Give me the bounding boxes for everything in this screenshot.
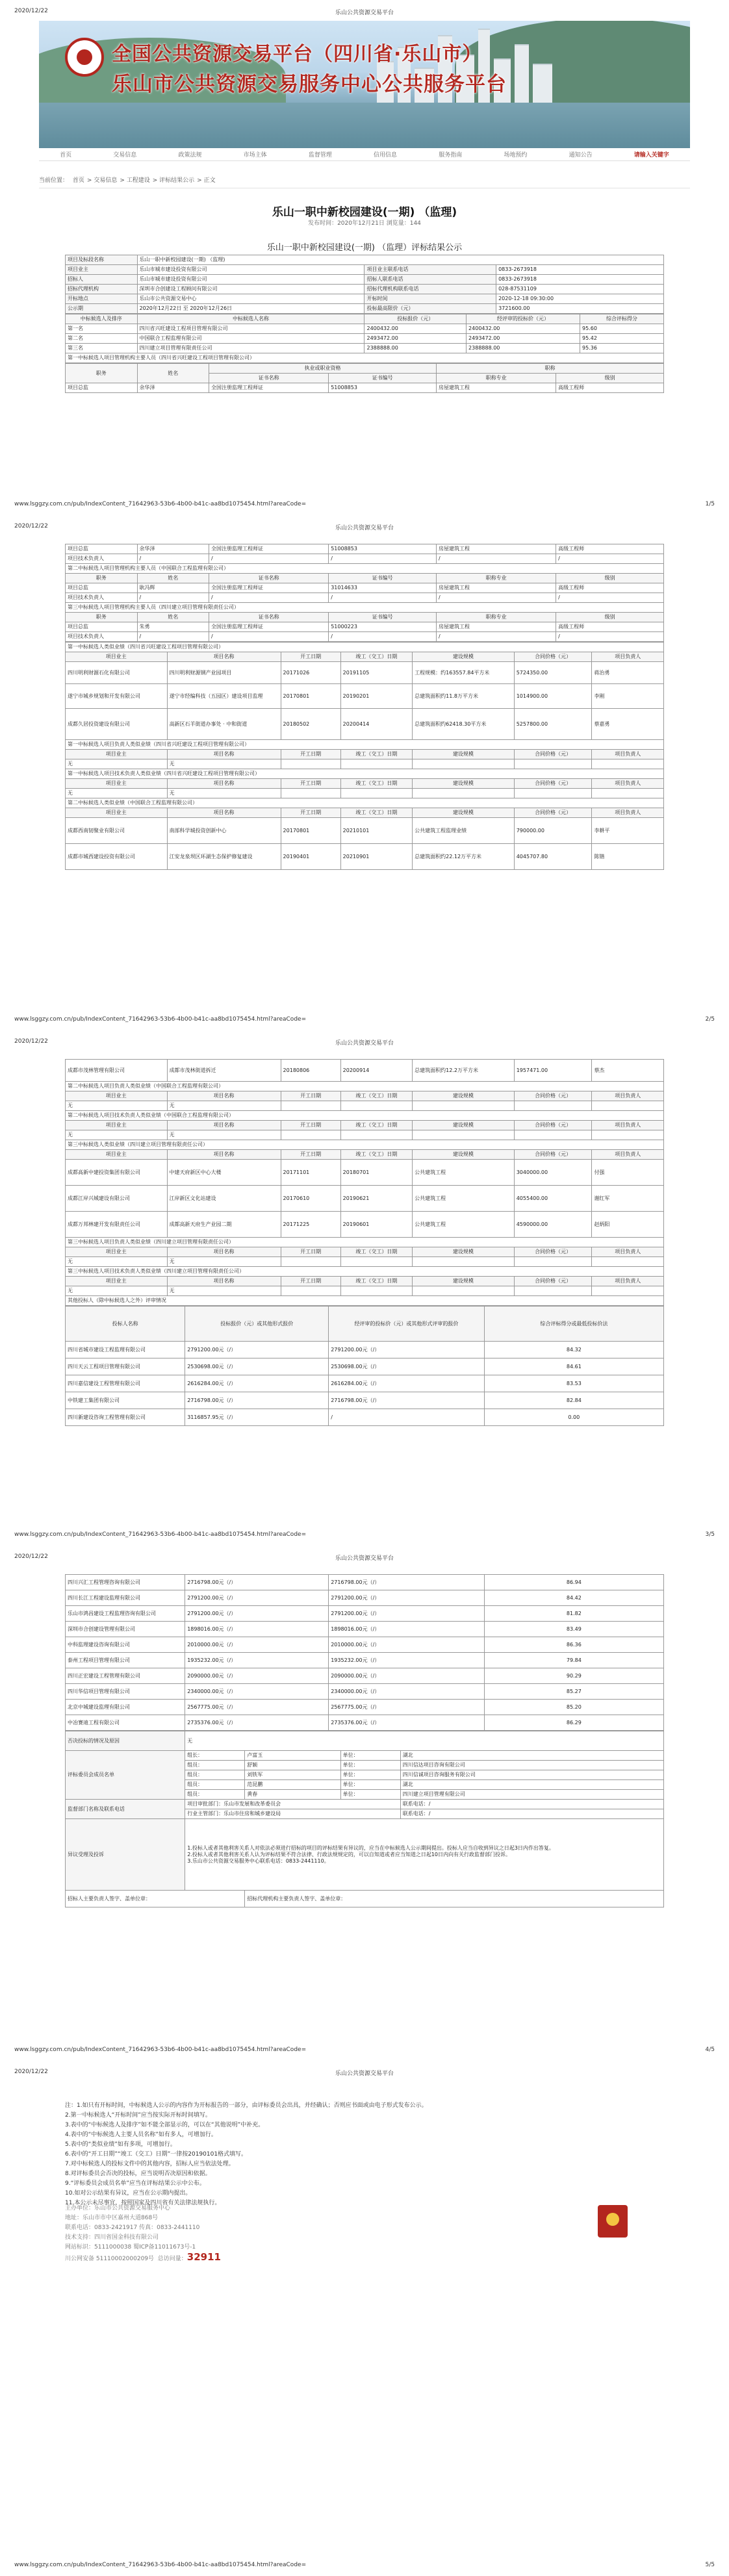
table-row: 成都市城西建设投资有限公司 江安龙泉坝区环湖生态保护修复建设 20190401 20210901 总建筑面积约22.12万平方米 4045707.80 陈锴 (66, 844, 664, 870)
table-row: 四川省城市建设工程监理有限公司 2791200.00元（/） 2791200.00元（/） 84.32 (66, 1342, 664, 1358)
table-row: 成都江岸兴城建设有限公司 江岸新区文化站建设 20170610 20190621 公共建筑工程 4055400.00 谢红军 (66, 1186, 664, 1212)
table-row: 成都市茂林管理有限公司 成都市茂林街道拆迁 20180806 20200914 总建筑面积约12.2万平方米 1957471.00 蔡杰 (66, 1060, 664, 1082)
performance-table: 第一中标候选人类似业绩（四川省兴旺建设工程项目管理有限公司） 项目业主 项目名称 开工日期 竣工（交工）日期 建设规模 合同价格（元） 项目负责人 四川明利财源石化有限公司 四川明利财源钢产业园项目 20171026 20191105 工程规模：约163557.84平方米 5724350.00 蒋治勇 遂宁市城乡规划和开发有限公司 遂宁市经编科技（五园区）建设项目监理 20170801 20190201 总建筑面积约11.8万平方米 1014900.00 李刚 成都久居投资建设有限公司 高新区石羊街道办事处 · 中和街道 20180502 20200414 总建筑面积约62418.30平方米 5257800.00 蔡嘉勇 第一中标候选人项目负责人类似业绩（四川省兴旺建设工程项目管理有限公司） 项目业主 项目名称 开工日期 竣工（交工）日期 建设规模 合同价格（元） 项目负责人 无 无 第一中标候选人项目技术负责人类似业绩（四川省兴旺建设工程项目管理有限公司） 项目业主 项目名称 开工日期 竣工（交工）日期 建设规模 合同价格（元） 项目负责人 无 无 第二中标候选人类似业绩（中国联合工程监理有限公司） 项目业主 项目名称 开工日期 竣工（交工）日期 建设规模 合同价格（元） 项目负责人 成都西南韧聚业有限公司 南部科学城投资创新中心 20170801 20210101 公共建筑工程监理业绩 790000.00 李耕平 成都市城西建设投资有限公司 江安龙泉坝区环湖生态保护修复建设 20190401 20210901 总建筑面积约22.12万平方米 4045707.80 陈锴 (65, 642, 664, 870)
table-row: 项目总监 朱勇 全国注册监理工程师证 51000223 房屋建筑工程 高级工程师 (66, 622, 664, 632)
print-date: 2020/12/22 (14, 8, 48, 14)
breadcrumb-link[interactable]: 交易信息 (94, 177, 118, 184)
table-row: 北京中城建设监理有限公司 2567775.00元（/） 2567775.00元（/） 85.20 (66, 1700, 664, 1715)
print-title: 乐山公共资源交易平台 (335, 10, 394, 16)
table-row: 四川正宏建设工程管理有限公司 2090000.00元（/） 2090000.00元（/） 90.29 (66, 1668, 664, 1684)
table-row: 项目总监 耿冯辉 全国注册监理工程师证 31014633 房屋建筑工程 高级工程师 (66, 583, 664, 593)
result-table-wrap (65, 255, 664, 482)
print-url[interactable]: www.lsggzy.com.cn/pub/IndexContent_71642963-53b6-4b00-b41c-aa8bd1075454.html?areaCode= (14, 501, 307, 507)
pdf-page-2: 2020/12/22 乐山公共资源交易平台 项目总监 余华泽 全国注册监理工程师证 51008853 房屋建筑工程 高级工程师 项目技术负责人 / / / / / 第二中标候选人项目管理机构主要人员（中国联合工程监理有限公司） 职务 姓名 证书名称 证书编号 职称专业 级别 项目总监 耿冯辉 全国注册监理工程师证 31014633 房屋建筑工程 高级工程师 项目技术负责人 / / / / / 第三中标候选人项目管理机构主要人员（四川建立项目管理有限责任公司） 职务 姓名 证书名称 证书编号 职称专业 级别 项目总监 朱勇 全国注册监理工程师证 51000223 房屋建筑工程 高级工程师 项目技术负责人 / / / / / 第一中标候选人类似业绩（四川省兴旺建设工程项目管理有限公司） 项目业主 项目名称 开工日期 竣工（交工）日期 建设规模 合同价格（元） 项目负责人 四川明利财源石化有限公司 四川明利财源钢产业园项目 20171026 20191105 工程规模：约163557.84平方米 5724350.00 蒋治勇 遂宁市城乡规划和开发有限公司 遂宁市经编科技（五园区）建设项目监理 20170801 20190201 总建筑面积约11.8万平方米 1014900.00 李刚 成都久居投资建设有限公司 高新区石羊街道办事处 · 中和街道 20180502 20200414 总建筑面积约62418.30平方米 5257800.00 蔡嘉勇 第一中标候选人项目负责人类似业绩（四川省兴旺建设工程项目管理有限公司） 项目业主 项目名称 开工日期 竣工（交工）日期 建设规模 合同价格（元） 项目负责人 无 无 第一中标候选人项目技术负责人类似业绩（四川省兴旺建设工程项目管理有限公司） 项目业主 项目名称 开工日期 竣工（交工）日期 建设规模 合同价格（元） 项目负责人 无 无 第二中标候选人类似业绩（中国联合工程监理有限公司） 项目业主 项目名称 开工日期 竣工（交工）日期 建设规模 合同价格（元） 项目负责人 成都西南韧聚业有限公司 南部科学城投资创新中心 20170801 20210101 公共建筑工程监理业绩 790000.00 李耕平 成都市城西建设投资有限公司 江安龙泉坝区环湖生态保护修复建设 20190401 20210901 总建筑面积约22.12万平方米 4045707.80 陈锴 www.lsggzy.com.cn/pub/IndexContent_71642963-53b6-4b00-b41c-aa8bd1075454.html?areaCode= 2/5 (0, 515, 729, 1030)
page2-content (65, 544, 664, 999)
table-row: 成都久居投资建设有限公司 高新区石羊街道办事处 · 中和街道 20180502 20200414 总建筑面积约62418.30平方米 5257800.00 蔡嘉勇 (66, 709, 664, 740)
table-row: 四川新建设咨询工程管理有限公司 3116857.95元（/） / 0.00 (66, 1409, 664, 1426)
notes-section: 注：1.如只有开标时间，中标候选人公示的内容作为开标报告的一部分，由评标委员会出具，并经确认；否则应书面或由电子形式发布公示。 2.第一中标候选人“开标时间”应当按实际开标时间填写。 3.表中的“中标候选人及排序”如不能全部显示的，可以在“其他说明”中补充。 4.表中的“中标候选人主要人员名称”如有多人，可增加行。 5.表中的“类似业绩”如有多项，可增加行。 6.表中的“开工日期”“竣工（交工）日期”一律按20190101格式填写。 7.对中标候选人的投标文件中的其他内容，招标人应当依法处理。 8.对评标委员会否决的投标，应当说明否决原因和依据。 9.“评标委员会成员名单”应当在评标结果公示中公布。 10.如对公示结果有异议，应当在公示期内提出。 11.本公示未尽事宜，按照国家及四川省有关法律法规执行。 (65, 2102, 428, 2206)
table-row: 成都高新中建投资集团有限公司 中建天府新区中心大楼 20171101 20180701 公共建筑工程 3040000.00 付强 (66, 1160, 664, 1186)
table-row: 中冶赛迪工程有限公司 2735376.00元（/） 2735376.00元（/） 86.29 (66, 1715, 664, 1731)
table-row: 第三名 四川建立项目管理有限责任公司 2388888.00 2388888.00 95.36 (66, 344, 664, 353)
table-row: 四川嘉信建设工程管理有限公司 2616284.00元（/） 2616284.00元（/） 83.53 (66, 1375, 664, 1392)
other-bidders-table (65, 1574, 664, 1731)
page-title: 乐山一职中新校园建设(一期) （监理) (272, 206, 457, 219)
table-row: 四川兴汇工程管理咨询有限公司 2716798.00元（/） 2716798.00元（/） 86.94 (66, 1575, 664, 1590)
project-info-table: 项目及标段名称 乐山一职中新校园建设(一期) （监理) 项目业主 乐山市城市建设投资有限公司 项目业主联系电话 0833-2673918 招标人 乐山市城市建设投资有限公司 招标人联系电话 0833-2673918 招标代理机构 深圳市合创建设工程顾问有限公司 招标代理机构联系电话 028-87531109 开标地点 乐山市公共资源交易中心 开标时间 2020-12-18 09:30:00 公示期 2020年12月22日 至 2020年12月26日 投标最高限价（元） 3721600.00 (65, 255, 664, 314)
breadcrumb-current: 正文 (203, 177, 216, 184)
nav-item[interactable]: 政策法规 (178, 152, 202, 159)
table-row: 四川明利财源石化有限公司 四川明利财源钢产业园项目 20171026 20191105 工程规模：约163557.84平方米 5724350.00 蒋治勇 (66, 662, 664, 684)
nav-item[interactable]: 交易信息 (113, 152, 137, 159)
table-row: 中科监理建设咨询有限公司 2010000.00元（/） 2010000.00元（/） 86.36 (66, 1637, 664, 1653)
party-emblem-icon[interactable] (598, 2205, 628, 2238)
nav-item[interactable]: 服务指南 (439, 152, 463, 159)
article-subtitle: 乐山一职中新校园建设(一期) （监理）评标结果公示 (266, 243, 463, 253)
visit-counter: 32911 (186, 2251, 221, 2263)
table-row: 深圳市合创建设管理有限公司 1898016.00元（/） 1898016.00元（/） 83.49 (66, 1622, 664, 1637)
table-row: 泰州工程项目管理有限公司 1935232.00元（/） 1935232.00元（/） 79.84 (66, 1653, 664, 1668)
breadcrumb-link[interactable]: 工程建设 (126, 177, 150, 184)
article-meta: 发布时间：2020年12月21日 浏览量：144 (308, 220, 421, 227)
table-row: 四川天云工程项目管理有限公司 2530698.00元（/） 2530698.00元（/） 84.61 (66, 1358, 664, 1375)
search-input[interactable]: 请输入关键字 (633, 152, 669, 159)
review-table: 否决投标的情况及原因 无 评标委员会成员名单 组长： 卢富玉 单位： 湖北 组员： 舒颖 单位： 四川信达项目咨询有限公司 组员： 刘铁军 单位： 四川信诚项目咨询服务有限公司 组员： 范昆鹏 单位： 湖北 组员： 黄春 单位： 四川建立项目管理有限公司 监督部门名称及联系电话 项目审批部门：乐山市发展和改革委员会 联系电话：/ 行业主管部门：乐山市住房和城乡建设局 联系电话：/ 异议受理及投诉 1.投标人或者其他利害关系人对依法必须进行招标的项目的评标结果有异议的，应当在中标候选人公示期间提出。投标人应当自收到异议之日起3日内作出答复。 2.投标人或者其他利害关系人认为评标结果不符合法律、行政法规规定的，可以自知道或者应当知道之日起10日内向有关行政监督部门投诉。 3.乐山市公共资源交易服务中心联系电话：0833-2441110。 招标人主要负责人签字、盖单位章： 招标代理机构主要负责人签字、盖单位章： (65, 1731, 664, 1907)
table-row: 项目总监 余华泽 全国注册监理工程师证 51008853 房屋建筑工程 高级工程师 (66, 383, 664, 393)
pdf-page-3: 2020/12/22 乐山公共资源交易平台 成都市茂林管理有限公司 成都市茂林街道拆迁 20180806 20200914 总建筑面积约12.2万平方米 1957471.00 蔡杰 第二中标候选人项目负责人类似业绩（中国联合工程监理有限公司） 项目业主 项目名称 开工日期 竣工（交工）日期 建设规模 合同价格（元） 项目负责人 无 无 第二中标候选人项目技术负责人类似业绩（中国联合工程监理有限公司） 项目业主 项目名称 开工日期 竣工（交工）日期 建设规模 合同价格（元） 项目负责人 无 无 第三中标候选人类似业绩（四川建立项目管理有限责任公司） 项目业主 项目名称 开工日期 竣工（交工）日期 建设规模 合同价格（元） 项目负责人 成都高新中建投资集团有限公司 中建天府新区中心大楼 20171101 20180701 公共建筑工程 3040000.00 付强 成都江岸兴城建设有限公司 江岸新区文化站建设 20170610 20190621 公共建筑工程 4055400.00 谢红军 成都万邦林建开发有限责任公司 成都高新天府生产业园二期 20171225 20190601 公共建筑工程 4590000.00 赵炳阳 第三中标候选人项目负责人类似业绩（四川建立项目管理有限责任公司） 项目业主 项目名称 开工日期 竣工（交工）日期 建设规模 合同价格（元） 项目负责人 无 无 第三中标候选人项目技术负责人类似业绩（四川建立项目管理有限责任公司） 项目业主 项目名称 开工日期 竣工（交工）日期 建设规模 合同价格（元） 项目负责人 无 无 其他投标人（除中标候选人之外）评审情况 投标人名称 投标报价（元）或其他形式报价 经评审的投标价（元）或其他形式评审的报价 综合评标得分或最低投标价法 四川省城市建设工程监理有限公司 2791200.00元（/） 2791200.00元（/） 84.32 四川天云工程项目管理有限公司 2530698.00元（/） 2530698.00元（/） 84.61 四川嘉信建设工程管理有限公司 2616284.00元（/） 2616284.00元（/） 83.53 中铁建工集团有限公司 2716798.00元（/） 2716798.00元（/） 82.84 四川新建设咨询工程管理有限公司 3116857.95元（/） / 0.00 www.lsggzy.com.cn/pub/IndexContent_71642963-53b6-4b00-b41c-aa8bd1075454.html?areaCode= 3/5 (0, 1030, 729, 1546)
table-row: 项目总监 余华泽 全国注册监理工程师证 51008853 房屋建筑工程 高级工程师 (66, 544, 664, 554)
nav-item[interactable]: 通知公告 (569, 152, 593, 159)
site-banner (39, 21, 690, 148)
page-number: 1/5 (705, 501, 715, 507)
breadcrumb-link[interactable]: 首页 (72, 177, 84, 184)
table-row: 项目技术负责人 / / / / / (66, 554, 664, 564)
nav-item[interactable]: 监督管理 (308, 152, 332, 159)
table-row: 四川长江工程建设监理有限公司 2791200.00元（/） 2791200.00元（/） 84.42 (66, 1590, 664, 1606)
nav-item[interactable]: 场地预约 (504, 152, 528, 159)
table-row: 第二名 中国联合工程监理有限公司 2493472.00 2493472.00 95.42 (66, 334, 664, 344)
banner-title-2: 乐山市公共资源交易服务中心公共服务平台 (112, 73, 507, 96)
nav-item[interactable]: 首页 (60, 152, 72, 159)
table-row: 项目技术负责人 / / / / / (66, 632, 664, 642)
pdf-page-1 (0, 0, 729, 515)
table-row: 项目技术负责人 / / / / / (66, 593, 664, 603)
page4-content (65, 1574, 664, 2029)
staff-table: 项目总监 余华泽 全国注册监理工程师证 51008853 房屋建筑工程 高级工程师 项目技术负责人 / / / / / 第二中标候选人项目管理机构主要人员（中国联合工程监理有限公司） 职务 姓名 证书名称 证书编号 职称专业 级别 项目总监 耿冯辉 全国注册监理工程师证 31014633 房屋建筑工程 高级工程师 项目技术负责人 / / / / / 第三中标候选人项目管理机构主要人员（四川建立项目管理有限责任公司） 职务 姓名 证书名称 证书编号 职称专业 级别 项目总监 朱勇 全国注册监理工程师证 51000223 房屋建筑工程 高级工程师 项目技术负责人 / / / / / (65, 544, 664, 642)
other-bidders-table: 投标人名称 投标报价（元）或其他形式报价 经评审的投标价（元）或其他形式评审的报价 综合评标得分或最低投标价法 四川省城市建设工程监理有限公司 2791200.00元（/） 2791200.00元（/） 84.32 四川天云工程项目管理有限公司 2530698.00元（/） 2530698.00元（/） 84.61 四川嘉信建设工程管理有限公司 2616284.00元（/） 2616284.00元（/） 83.53 中铁建工集团有限公司 2716798.00元（/） 2716798.00元（/） 82.84 四川新建设咨询工程管理有限公司 3116857.95元（/） / 0.00 (65, 1306, 664, 1426)
nav-item[interactable]: 市场主体 (243, 152, 267, 159)
banner-title-1: 全国公共资源交易平台（四川省·乐山市） (112, 43, 483, 66)
breadcrumb-link[interactable]: 评标结果公示 (159, 177, 195, 184)
table-row: 第一名 四川省兴旺建设工程项目管理有限公司 2400432.00 2400432.00 95.60 (66, 324, 664, 334)
pdf-page-5: 2020/12/22 乐山公共资源交易平台 注：1.如只有开标时间，中标候选人公示的内容作为开标报告的一部分，由评标委员会出具，并经确认；否则应书面或由电子形式发布公示。 2.第一中标候选人“开标时间”应当按实际开标时间填写。 3.表中的“中标候选人及排序”如不能全部显示的，可以在“其他说明”中补充。 4.表中的“中标候选人主要人员名称”如有多人，可增加行。 5.表中的“类似业绩”如有多项，可增加行。 6.表中的“开工日期”“竣工（交工）日期”一律按20190101格式填写。 7.对中标候选人的投标文件中的其他内容，招标人应当依法处理。 8.对评标委员会否决的投标，应当说明否决原因和依据。 9.“评标委员会成员名单”应当在评标结果公示中公布。 10.如对公示结果有异议，应当在公示期内提出。 11.本公示未尽事宜，按照国家及四川省有关法律法规执行。 主办单位：乐山市公共资源交易服务中心 地址：乐山市市中区嘉州大道868号 联系电话：0833-2421917 传真：0833-2441110 技术支持：四川省国金科技有限公司 网站标识：5111000038 蜀ICP备11011673号-1 川公网安备 51110002000209号 总访问量：32911 www.lsggzy.com.cn/pub/IndexContent_71642963-53b6-4b00-b41c-aa8bd1075454.html?areaCode= 5/5 (0, 2061, 729, 2576)
table-row: 四川华信项目管理有限公司 2340000.00元（/） 2340000.00元（/） 85.27 (66, 1684, 664, 1700)
page3-content (65, 1059, 664, 1514)
candidate-table: 中标候选人及排序 中标候选人名称 投标报价（元） 经评审的投标价（元） 综合评标得分 第一名 四川省兴旺建设工程项目管理有限公司 2400432.00 2400432.00 95.60 第二名 中国联合工程监理有限公司 2493472.00 2493472.00 95.42 第三名 四川建立项目管理有限责任公司 2388888.00 2388888.00 95.36 第一中标候选人项目管理机构主要人员（四川省兴旺建设工程项目管理有限公司） (65, 314, 664, 363)
site-footer: 主办单位：乐山市公共资源交易服务中心 地址：乐山市市中区嘉州大道868号 联系电话：0833-2421917 传真：0833-2441110 技术支持：四川省国金科技有限公司 网站标识：5111000038 蜀ICP备11011673号-1 川公网安备 51110002000209号 总访问量：32911 (65, 2205, 221, 2263)
pdf-page-4: 2020/12/22 乐山公共资源交易平台 四川兴汇工程管理咨询有限公司 2716798.00元（/） 2716798.00元（/） 86.94 四川长江工程建设监理有限公司 2791200.00元（/） 2791200.00元（/） 84.42 乐山市鸿昌建设工程监理咨询有限公司 2791200.00元（/） 2791200.00元（/） 81.82 深圳市合创建设管理有限公司 1898016.00元（/） 1898016.00元（/） 83.49 中科监理建设咨询有限公司 2010000.00元（/） 2010000.00元（/） 86.36 泰州工程项目管理有限公司 1935232.00元（/） 1935232.00元（/） 79.84 四川正宏建设工程管理有限公司 2090000.00元（/） 2090000.00元（/） 90.29 四川华信项目管理有限公司 2340000.00元（/） 2340000.00元（/） 85.27 北京中城建设监理有限公司 2567775.00元（/） 2567775.00元（/） 85.20 中冶赛迪工程有限公司 2735376.00元（/） 2735376.00元（/） 86.29 否决投标的情况及原因 无 评标委员会成员名单 组长： 卢富玉 单位： 湖北 组员： 舒颖 单位： 四川信达项目咨询有限公司 组员： 刘铁军 单位： 四川信诚项目咨询服务有限公司 组员： 范昆鹏 单位： 湖北 组员： 黄春 单位： 四川建立项目管理有限公司 监督部门名称及联系电话 项目审批部门：乐山市发展和改革委员会 联系电话：/ 行业主管部门：乐山市住房和城乡建设局 联系电话：/ 异议受理及投诉 1.投标人或者其他利害关系人对依法必须进行招标的项目的评标结果有异议的，应当在中标候选人公示期间提出。投标人应当自收到异议之日起3日内作出答复。 2.投标人或者其他利害关系人认为评标结果不符合法律、行政法规规定的，可以自知道或者应当知道之日起10日内向有关行政监督部门投诉。 3.乐山市公共资源交易服务中心联系电话：0833-2441110。 招标人主要负责人签字、盖单位章： 招标代理机构主要负责人签字、盖单位章： www.lsggzy.com.cn/pub/IndexContent_71642963-53b6-4b00-b41c-aa8bd1075454.html?areaCode= 4/5 (0, 1546, 729, 2061)
emblem-logo-icon[interactable] (65, 38, 104, 77)
breadcrumb: 当前位置： 首页 > 交易信息 > 工程建设 > 评标结果公示 > 正文 (39, 175, 690, 188)
performance-table: 成都市茂林管理有限公司 成都市茂林街道拆迁 20180806 20200914 总建筑面积约12.2万平方米 1957471.00 蔡杰 第二中标候选人项目负责人类似业绩（中国联合工程监理有限公司） 项目业主 项目名称 开工日期 竣工（交工）日期 建设规模 合同价格（元） 项目负责人 无 无 第二中标候选人项目技术负责人类似业绩（中国联合工程监理有限公司） 项目业主 项目名称 开工日期 竣工（交工）日期 建设规模 合同价格（元） 项目负责人 无 无 第三中标候选人类似业绩（四川建立项目管理有限责任公司） 项目业主 项目名称 开工日期 竣工（交工）日期 建设规模 合同价格（元） 项目负责人 成都高新中建投资集团有限公司 中建天府新区中心大楼 20171101 20180701 公共建筑工程 3040000.00 付强 成都江岸兴城建设有限公司 江岸新区文化站建设 20170610 20190621 公共建筑工程 4055400.00 谢红军 成都万邦林建开发有限责任公司 成都高新天府生产业园二期 20171225 20190601 公共建筑工程 4590000.00 赵炳阳 第三中标候选人项目负责人类似业绩（四川建立项目管理有限责任公司） 项目业主 项目名称 开工日期 竣工（交工）日期 建设规模 合同价格（元） 项目负责人 无 无 第三中标候选人项目技术负责人类似业绩（四川建立项目管理有限责任公司） 项目业主 项目名称 开工日期 竣工（交工）日期 建设规模 合同价格（元） 项目负责人 无 无 其他投标人（除中标候选人之外）评审情况 (65, 1059, 664, 1306)
table-row: 成都西南韧聚业有限公司 南部科学城投资创新中心 20170801 20210101 公共建筑工程监理业绩 790000.00 李耕平 (66, 818, 664, 844)
table-row: 中铁建工集团有限公司 2716798.00元（/） 2716798.00元（/） 82.84 (66, 1392, 664, 1409)
main-nav (39, 148, 690, 161)
staff-table: 职务 姓名 执业或职业资格 职称 证书名称 证书编号 职称专业 级别 项目总监 余华泽 全国注册监理工程师证 51008853 房屋建筑工程 高级工程师 (65, 363, 664, 393)
table-row: 乐山市鸿昌建设工程监理咨询有限公司 2791200.00元（/） 2791200.00元（/） 81.82 (66, 1606, 664, 1622)
table-row: 遂宁市城乡规划和开发有限公司 遂宁市经编科技（五园区）建设项目监理 20170801 20190201 总建筑面积约11.8万平方米 1014900.00 李刚 (66, 684, 664, 709)
nav-item[interactable]: 信用信息 (374, 152, 398, 159)
table-row: 成都万邦林建开发有限责任公司 成都高新天府生产业园二期 20171225 20190601 公共建筑工程 4590000.00 赵炳阳 (66, 1212, 664, 1238)
